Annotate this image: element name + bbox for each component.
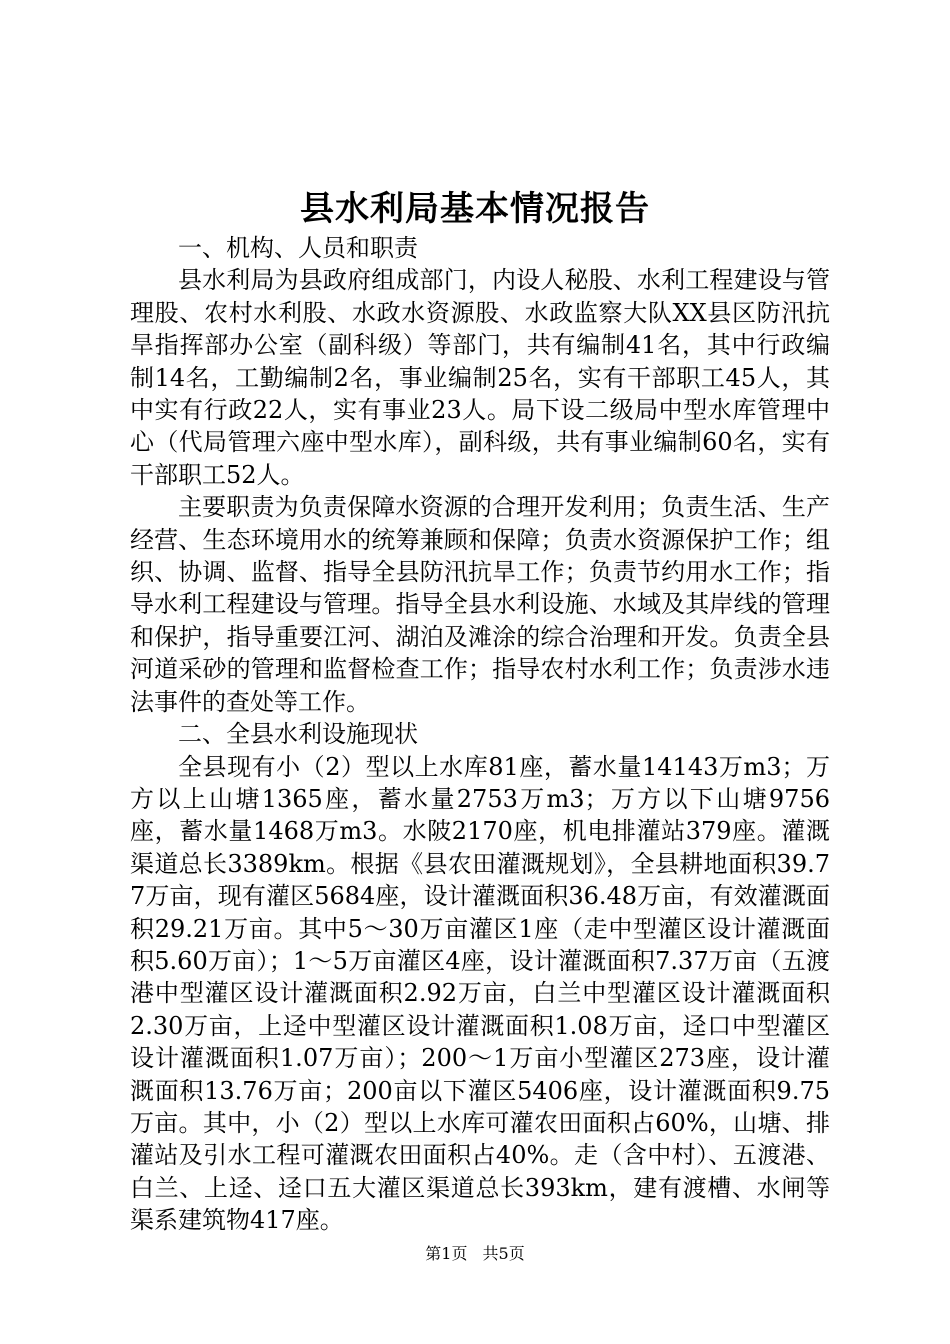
paragraph-facilities: 全县现有小（2）型以上水库81座，蓄水量14143万m3；万方以上山塘1365座，蓄水量2753万m3；万方以下山塘9756座，蓄水量1468万m3。水陂2170座，机电排灌站379座。灌溉渠道总长3389km。根据《县农田灌溉规划》，全县耕地面积39.77万亩，现有灌区5684座，设计灌溉面积36.48万亩，有效灌溉面积29.21万亩。其中5～30万亩灌区1座（走中型灌区设计灌溉面积5.60万亩）；1～5万亩灌区4座，设计灌溉面积7.37万亩（五渡港中型灌区设计灌溉面积2.92万亩，白兰中型灌区设计灌溉面积2.30万亩，上迳中型灌区设计灌溉面积1.08万亩，迳口中型灌区设计灌溉面积1.07万亩）；200～1万亩小型灌区273座，设计灌溉面积13.76万亩；200亩以下灌区5406座，设计灌溉面积9.75万亩。其中，小（2）型以上水库可灌农田面积占60%，山塘、排灌站及引水工程可灌溉农田面积占40%。走（含中村）、五渡港、白兰、上迳、迳口五大灌区渠道总长393km，建有渡槽、水闸等渠系建筑物417座。: [130, 752, 830, 1235]
document-body: [130, 232, 830, 1237]
section-heading-1: 一、机构、人员和职责: [178, 234, 418, 262]
document-title: 县水利局基本情况报告: [300, 189, 650, 229]
paragraph-organization: 县水利局为县政府组成部门，内设人秘股、水利工程建设与管理股、农村水利股、水政水资源股、水政监察大队XX县区防汛抗旱指挥部办公室（副科级）等部门，共有编制41名，其中行政编制14名，工勤编制2名，事业编制25名，实有干部职工45人，其中实有行政22人，实有事业23人。局下设二级局中型水库管理中心（代局管理六座中型水库），副科级，共有事业编制60名，实有干部职工52人。: [130, 266, 830, 489]
section-heading-2: 二、全县水利设施现状: [178, 720, 418, 749]
page-count: 共5页: [482, 1244, 525, 1263]
page-footer: [0, 1243, 950, 1265]
paragraph-responsibilities: 主要职责为负责保障水资源的合理开发利用；负责生活、生产经营、生态环境用水的统筹兼顾和保障；负责水资源保护工作；组织、协调、监督、指导全县防汛抗旱工作；负责节约用水工作；指导水利工程建设与管理。指导全县水利设施、水域及其岸线的管理和保护，指导重要江河、湖泊及滩涂的综合治理和开发。负责全县河道采砂的管理和监督检查工作；指导农村水利工作；负责涉水违法事件的查处等工作。: [130, 493, 830, 716]
page-number: 第1页: [425, 1244, 468, 1263]
